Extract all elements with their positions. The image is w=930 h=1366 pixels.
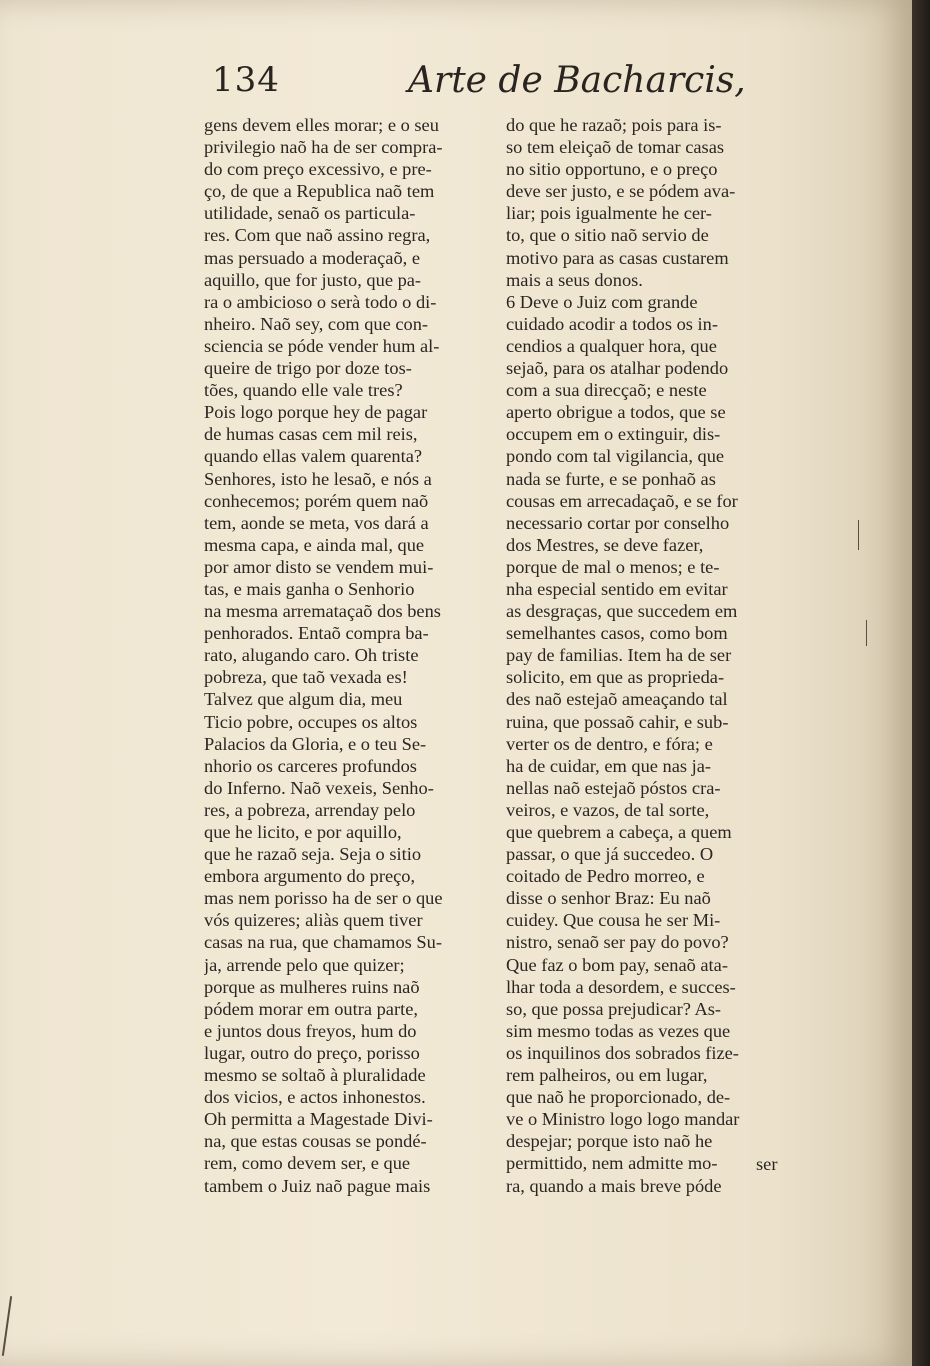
catchword: ser [756,1154,778,1174]
text-line: que he licito, e por aquillo, [204,822,402,842]
text-line: sim mesmo todas as vezes que [506,1020,731,1041]
text-line: penhorados. Entaõ compra ba- [204,623,429,644]
text-line: passar, o que já succedeo. O [506,844,714,865]
text-line: rem palheiros, ou em lugar, [506,1065,708,1086]
text-line: privilegio naõ ha de ser compra- [204,137,443,158]
left-text-column [204,114,494,1197]
text-line: que naõ he proporcionado, de- [506,1087,731,1108]
margin-mark [858,520,859,550]
page-number: 134 [212,60,280,100]
text-line: ra, quando a mais breve póde [506,1175,722,1196]
text-line: tambem o Juiz naõ pague mais [204,1175,431,1196]
text-line: pay de familias. Item ha de ser [506,645,732,666]
text-line: semelhantes casos, como bom [506,623,728,644]
text-line: necessario cortar por conselho [506,512,730,533]
text-line: cousas em arrecadaçaõ, e se for [506,490,738,511]
text-line: nistro, senaõ ser pay do povo? [506,932,729,953]
text-line: mesmo se soltaõ à pluralidade [204,1065,426,1086]
text-line: ra o ambicioso o serà todo o di- [204,291,437,312]
text-line: Talvez que algum dia, meu [204,689,403,710]
page-header [212,60,792,110]
text-line: e juntos dous freyos, hum do [204,1020,417,1041]
text-line: so tem eleiçaõ de tomar casas [506,137,725,158]
text-line: do com preço excessivo, e pre- [204,159,432,180]
text-line: Que faz o bom pay, senaõ ata- [506,954,728,975]
text-line: quando ellas valem quarenta? [204,446,423,467]
text-line: rato, alugando caro. Oh triste [204,645,419,666]
text-line: disse o senhor Braz: Eu naõ [506,888,711,909]
text-line: porque as mulheres ruins naõ [204,976,420,997]
text-line: mesma capa, e ainda mal, que [204,534,425,555]
margin-mark [866,620,867,646]
text-line: cuidado acodir a todos os in- [506,313,718,334]
text-line: pódem morar em outra parte, [204,998,418,1019]
text-line: des naõ estejaõ ameaçando tal [506,689,728,710]
text-line: Oh permitta a Magestade Divi- [204,1109,433,1130]
text-line: aquillo, que for justo, que pa- [204,269,422,290]
text-line: mas nem porisso ha de ser o que [204,888,443,909]
text-line: nada se furte, e se ponhaõ as [506,468,716,489]
text-line: despejar; porque isto naõ he [506,1131,713,1152]
text-line: ço, de que a Republica naõ tem [204,181,435,202]
text-line: so, que possa prejudicar? As- [506,998,722,1019]
text-line: res. Com que naõ assino regra, [204,225,431,246]
text-line: aperto obrigue a todos, que se [506,402,726,423]
text-line: embora argumento do preço, [204,866,416,887]
text-line: motivo para as casas custarem [506,247,729,268]
text-line: conhecemos; porém quem naõ [204,490,429,511]
text-line: lhar toda a desordem, e succes- [506,976,736,997]
text-line: do que he razaõ; pois para is- [506,115,722,135]
text-line: verter os de dentro, e fóra; e [506,733,713,754]
text-line: ja, arrende pelo que quizer; [204,954,405,975]
text-line: coitado de Pedro morreo, e [506,866,705,887]
text-line: queire de trigo por doze tos- [204,358,412,379]
text-line: as desgraças, que succedem em [506,601,738,622]
text-line: mas persuado a moderaçaõ, e [204,247,420,268]
text-line: tem, aonde se meta, vos dará a [204,512,429,533]
margin-mark [2,1296,12,1356]
text-line: Ticio pobre, occupes os altos [204,711,418,732]
text-line: de humas casas cem mil reis, [204,424,418,445]
text-line: ruina, que possaõ cahir, e sub- [506,711,729,732]
text-line: sejaõ, para os atalhar podendo [506,358,729,379]
text-line: na mesma arremataçaõ dos bens [204,601,441,622]
text-line: tas, e mais ganha o Senhorio [204,578,415,599]
text-line: dos Mestres, se deve fazer, [506,534,704,555]
text-line: por amor disto se vendem mui- [204,556,434,577]
text-line: nha especial sentido em evitar [506,578,728,599]
text-line: deve ser justo, e se pódem ava- [506,181,736,202]
text-line: utilidade, senaõ os particula- [204,203,416,224]
text-line: occupem em o extinguir, dis- [506,424,721,445]
text-line: pondo com tal vigilancia, que [506,446,725,467]
text-line: nheiro. Naõ sey, com que con- [204,313,429,334]
text-line: mais a seus donos. [506,269,643,290]
page-edge-shadow [912,0,930,1366]
text-line: ve o Ministro logo logo mandar [506,1109,740,1130]
text-line: no sitio opportuno, e o preço [506,159,718,180]
text-line: que quebrem a cabeça, a quem [506,822,732,842]
text-line: nellas naõ estejaõ póstos cra- [506,777,721,798]
right-text-column [506,114,796,1197]
text-line: Pois logo porque hey de pagar [204,402,428,423]
text-line: vós quizeres; aliàs quem tiver [204,910,423,931]
running-title: Arte de Bacharcis, [408,60,746,101]
text-line: Senhores, isto he lesaõ, e nós a [204,468,432,489]
text-line: sciencia se póde vender hum al- [204,335,440,356]
text-line: tões, quando elle vale tres? [204,380,403,401]
text-line: solicito, em que as proprieda- [506,667,725,688]
text-line: cuidey. Que cousa he ser Mi- [506,910,721,931]
text-line: pobreza, que taõ vexada es! [204,667,408,688]
text-line: gens devem elles morar; e o seu [204,115,439,135]
text-line: lugar, outro do preço, porisso [204,1042,420,1063]
text-line: Palacios da Gloria, e o teu Se- [204,733,427,754]
text-line: rem, como devem ser, e que [204,1153,411,1174]
text-line: res, a pobreza, arrenday pelo [204,799,416,820]
text-line: casas na rua, que chamamos Su- [204,932,442,953]
text-line: ha de cuidar, em que nas ja- [506,755,712,776]
text-line: porque de mal o menos; e te- [506,556,720,577]
text-line: dos vicios, e actos inhonestos. [204,1087,426,1108]
text-line: cendios a qualquer hora, que [506,335,717,356]
text-line: na, que estas cousas se pondé- [204,1131,427,1152]
text-line: permittido, nem admitte mo- [506,1153,718,1174]
text-line: do Inferno. Naõ vexeis, Senho- [204,777,434,798]
text-line: 6 Deve o Juiz com grande [506,291,698,312]
text-line: com a sua direcçaõ; e neste [506,380,707,401]
text-line: veiros, e vazos, de tal sorte, [506,799,710,820]
text-line: liar; pois igualmente he cer- [506,203,712,224]
text-line: to, que o sitio naõ servio de [506,225,709,246]
text-line: que he razaõ seja. Seja o sitio [204,844,422,865]
text-line: os inquilinos dos sobrados fize- [506,1042,739,1063]
text-line: nhorio os carceres profundos [204,755,417,776]
